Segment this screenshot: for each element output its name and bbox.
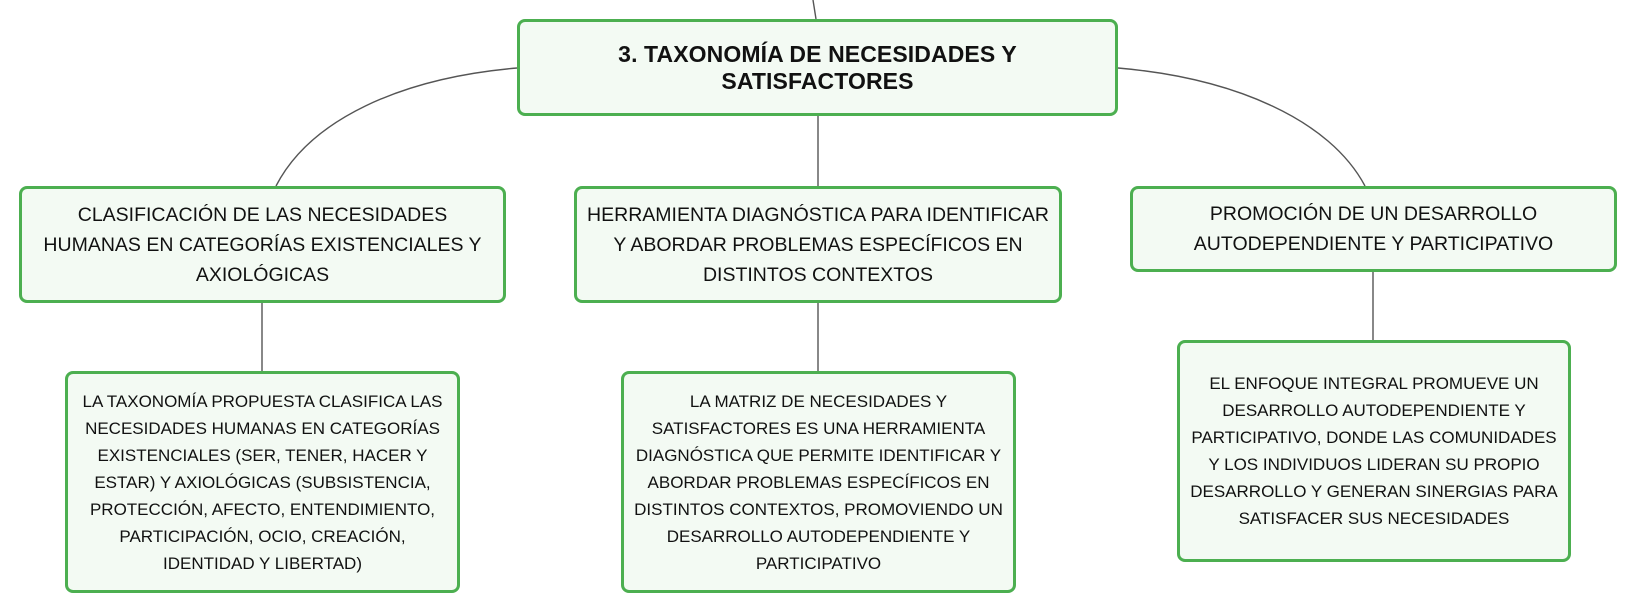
- connector-root-to-branch-3: [1118, 68, 1365, 186]
- branch-label: PROMOCIÓN DE UN DESARROLLO AUTODEPENDIENTE Y PARTICIPATIVO: [1193, 203, 1554, 255]
- detail-text: LA MATRIZ DE NECESIDADES Y SATISFACTORES ES UNA HERRAMIENTA DIAGNÓSTICA QUE PERMITE IDENTIFICAR Y ABORDAR PROBLEMAS ESPECÍFICOS EN DISTINTOS CONTEXTOS, PROMOVIENDO UN DESARROLLO AUTODEPENDIENTE Y PARTICIPATIVO: [634, 391, 1003, 573]
- detail-node-classification[interactable]: [65, 371, 460, 593]
- branch-label: CLASIFICACIÓN DE LAS NECESIDADES HUMANAS EN CATEGORÍAS EXISTENCIALES Y AXIOLÓGICAS: [43, 203, 482, 286]
- detail-node-diagnostic-tool[interactable]: [621, 371, 1016, 593]
- detail-text: LA TAXONOMÍA PROPUESTA CLASIFICA LAS NECESIDADES HUMANAS EN CATEGORÍAS EXISTENCIALES (SER, TENER, HACER Y ESTAR) Y AXIOLÓGICAS (SUBSISTENCIA, PROTECCIÓN, AFECTO, ENTENDIMIENTO, PARTICIPACIÓN, OCIO, CREACIÓN, IDENTIDAD Y LIBERTAD): [82, 391, 443, 573]
- branch-label: HERRAMIENTA DIAGNÓSTICA PARA IDENTIFICAR Y ABORDAR PROBLEMAS ESPECÍFICOS EN DISTINTOS CONTEXTOS: [587, 203, 1049, 286]
- connector-root-to-branch-1: [276, 68, 517, 186]
- branch-node-diagnostic-tool[interactable]: [574, 186, 1062, 303]
- connector-parent-to-root: [813, 0, 816, 19]
- detail-text: EL ENFOQUE INTEGRAL PROMUEVE UN DESARROLLO AUTODEPENDIENTE Y PARTICIPATIVO, DONDE LAS COMUNIDADES Y LOS INDIVIDUOS LIDERAN SU PROPIO DESARROLLO Y GENERAN SINERGIAS PARA SATISFACER SUS NECESIDADES: [1190, 374, 1558, 528]
- branch-node-development-promotion[interactable]: [1130, 186, 1617, 272]
- root-topic-label: 3. TAXONOMÍA DE NECESIDADES Y SATISFACTORES: [618, 40, 1017, 94]
- detail-node-development-promotion[interactable]: [1177, 340, 1571, 562]
- branch-node-classification[interactable]: [19, 186, 506, 303]
- root-topic-node[interactable]: [517, 19, 1118, 116]
